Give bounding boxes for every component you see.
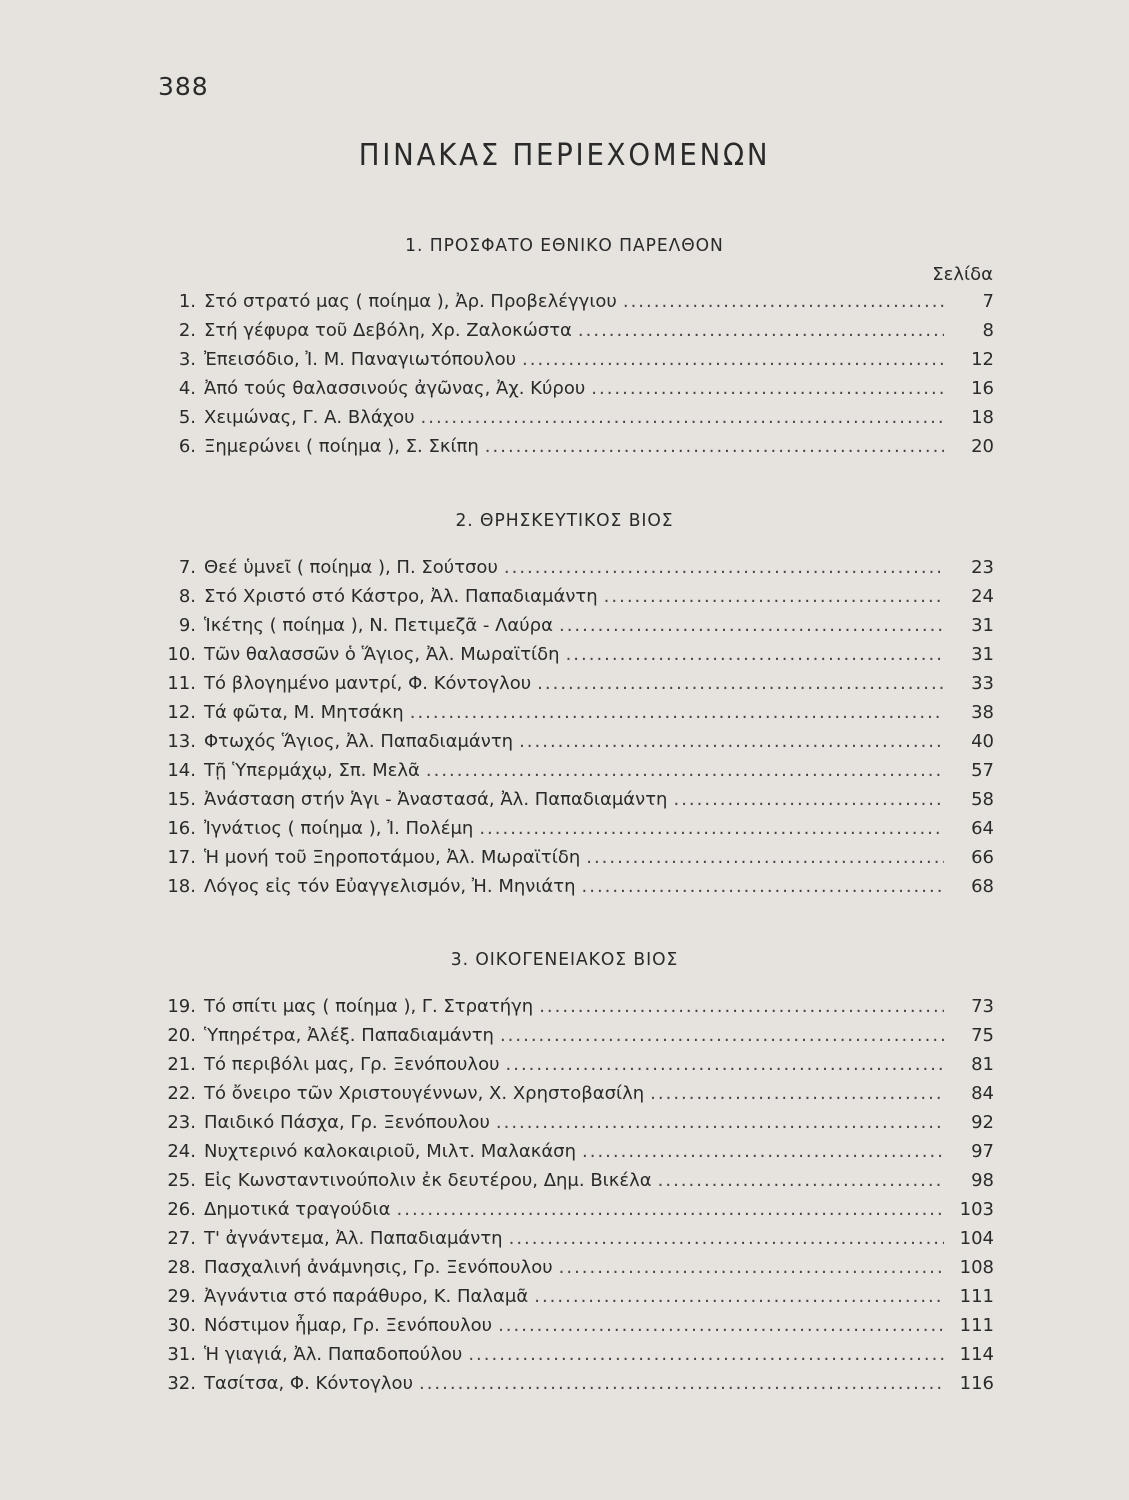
dot-leader xyxy=(559,1253,944,1282)
entry-number: 15. xyxy=(167,789,196,810)
toc-entry xyxy=(160,814,994,843)
section-heading-1: 1. ΠΡΟΣΦΑΤΟ ΕΘΝΙΚΟ ΠΑΡΕΛΘΟΝ xyxy=(405,235,724,256)
entry-title: Ἡ γιαγιά, Ἀλ. Παπαδοπούλου xyxy=(204,1344,463,1365)
dot-leader xyxy=(410,698,944,727)
dot-leader xyxy=(419,1369,944,1398)
toc-entry xyxy=(160,872,994,901)
dot-leader xyxy=(397,1195,945,1224)
dot-leader xyxy=(537,669,944,698)
entry-number: 30. xyxy=(167,1315,196,1336)
entry-title: Τά φῶτα, Μ. Μητσάκη xyxy=(204,702,404,723)
entry-number: 12. xyxy=(167,702,196,723)
toc-entry xyxy=(160,1195,994,1224)
entry-number: 28. xyxy=(167,1257,196,1278)
entry-page: 12 xyxy=(971,349,994,370)
entry-page: 98 xyxy=(971,1170,994,1191)
entry-number: 2. xyxy=(178,320,196,341)
entry-number: 29. xyxy=(167,1286,196,1307)
toc-entry xyxy=(160,1021,994,1050)
dot-leader xyxy=(426,756,944,785)
toc-entry xyxy=(160,843,994,872)
entry-page: 104 xyxy=(959,1228,994,1249)
entry-title: Θεέ ὑμνεῖ ( ποίημα ), Π. Σούτσου xyxy=(204,557,498,578)
entry-page: 33 xyxy=(971,673,994,694)
dot-leader xyxy=(421,403,944,432)
toc-section-3 xyxy=(160,992,994,1398)
entry-title: Ἐπεισόδιο, Ἰ. Μ. Παναγιωτόπουλου xyxy=(204,349,517,370)
entry-number: 4. xyxy=(178,378,196,399)
toc-section-1 xyxy=(160,287,994,461)
entry-number: 20. xyxy=(167,1025,196,1046)
dot-leader xyxy=(566,640,944,669)
entry-page: 57 xyxy=(971,760,994,781)
entry-title: Στό στρατό μας ( ποίημα ), Ἀρ. Προβελέγγιου xyxy=(204,291,617,312)
entry-title: Εἰς Κωνσταντινούπολιν ἐκ δευτέρου, Δημ. Βικέλα xyxy=(204,1170,652,1191)
toc-entry xyxy=(160,669,994,698)
entry-page: 40 xyxy=(971,731,994,752)
dot-leader xyxy=(650,1079,944,1108)
dot-leader xyxy=(623,287,944,316)
toc-entry xyxy=(160,553,994,582)
entry-number: 1. xyxy=(178,291,196,312)
entry-number: 21. xyxy=(167,1054,196,1075)
entry-number: 10. xyxy=(167,644,196,665)
dot-leader xyxy=(496,1108,944,1137)
entry-page: 8 xyxy=(982,320,994,341)
entry-page: 20 xyxy=(971,436,994,457)
page-column-label: Σελίδα xyxy=(932,264,993,285)
entry-title: Λόγος εἰς τόν Εὐαγγελισμόν, Ἠ. Μηνιάτη xyxy=(204,876,576,897)
page-number: 388 xyxy=(158,72,209,101)
dot-leader xyxy=(539,992,944,1021)
toc-entry xyxy=(160,1108,994,1137)
entry-title: Ἡ μονή τοῦ Ξηροποτάμου, Ἀλ. Μωραϊτίδη xyxy=(204,847,581,868)
dot-leader xyxy=(559,611,944,640)
entry-number: 16. xyxy=(167,818,196,839)
toc-entry xyxy=(160,640,994,669)
entry-number: 26. xyxy=(167,1199,196,1220)
toc-entry xyxy=(160,345,994,374)
dot-leader xyxy=(468,1340,944,1369)
entry-number: 11. xyxy=(167,673,196,694)
entry-title: Φτωχός Ἅγιος, Ἀλ. Παπαδιαμάντη xyxy=(204,731,514,752)
entry-title: Νόστιμον ἦμαρ, Γρ. Ξενόπουλου xyxy=(204,1315,493,1336)
toc-entry xyxy=(160,1079,994,1108)
entry-number: 13. xyxy=(167,731,196,752)
toc-entry xyxy=(160,374,994,403)
dot-leader xyxy=(519,727,944,756)
toc-entry xyxy=(160,1340,994,1369)
section-heading-2: 2. ΘΡΗΣΚΕΥΤΙΚΟΣ ΒΙΟΣ xyxy=(455,510,674,531)
toc-entry xyxy=(160,611,994,640)
entry-title: Χειμώνας, Γ. Α. Βλάχου xyxy=(204,407,415,428)
toc-entry xyxy=(160,1369,994,1398)
dot-leader xyxy=(504,553,944,582)
entry-title: Ὑπηρέτρα, Ἀλέξ. Παπαδιαμάντη xyxy=(204,1025,494,1046)
entry-title: Τῇ Ὑπερμάχῳ, Σπ. Μελᾶ xyxy=(204,760,420,781)
toc-entry xyxy=(160,756,994,785)
entry-title: Τῶν θαλασσῶν ὁ Ἅγιος, Ἀλ. Μωραϊτίδη xyxy=(204,644,560,665)
entry-title: Ξημερώνει ( ποίημα ), Σ. Σκίπη xyxy=(204,436,479,457)
dot-leader xyxy=(582,1137,944,1166)
entry-page: 31 xyxy=(971,615,994,636)
dot-leader xyxy=(604,582,944,611)
toc-entry xyxy=(160,287,994,316)
entry-title: Τ' ἀγνάντεμα, Ἀλ. Παπαδιαμάντη xyxy=(204,1228,503,1249)
entry-number: 7. xyxy=(178,557,196,578)
toc-entry xyxy=(160,727,994,756)
dot-leader xyxy=(506,1050,944,1079)
entry-number: 14. xyxy=(167,760,196,781)
entry-number: 5. xyxy=(178,407,196,428)
entry-title: Ἰγνάτιος ( ποίημα ), Ἰ. Πολέμη xyxy=(204,818,474,839)
entry-page: 111 xyxy=(959,1315,994,1336)
entry-number: 25. xyxy=(167,1170,196,1191)
entry-page: 114 xyxy=(959,1344,994,1365)
entry-page: 58 xyxy=(971,789,994,810)
entry-page: 7 xyxy=(982,291,994,312)
entry-title: Πασχαλινή ἀνάμνησις, Γρ. Ξενόπουλου xyxy=(204,1257,553,1278)
entry-title: Ἱκέτης ( ποίημα ), Ν. Πετιμεζᾶ - Λαύρα xyxy=(204,615,553,636)
entry-title: Στή γέφυρα τοῦ Δεβόλη, Χρ. Ζαλοκώστα xyxy=(204,320,572,341)
toc-entry xyxy=(160,582,994,611)
entry-page: 18 xyxy=(971,407,994,428)
dot-leader xyxy=(522,345,944,374)
toc-entry xyxy=(160,1224,994,1253)
entry-number: 22. xyxy=(167,1083,196,1104)
page-title: ΠΙΝΑΚΑΣ ΠΕΡΙΕΧΟΜΕΝΩΝ xyxy=(358,138,771,173)
entry-title: Τό ὄνειρο τῶν Χριστουγέννων, Χ. Χρηστοβασίλη xyxy=(204,1083,645,1104)
entry-page: 38 xyxy=(971,702,994,723)
dot-leader xyxy=(500,1021,944,1050)
entry-title: Ἀγνάντια στό παράθυρο, Κ. Παλαμᾶ xyxy=(204,1286,529,1307)
entry-page: 92 xyxy=(971,1112,994,1133)
entry-number: 17. xyxy=(167,847,196,868)
dot-leader xyxy=(479,814,944,843)
toc-entry xyxy=(160,1282,994,1311)
dot-leader xyxy=(673,785,944,814)
entry-title: Ἀπό τούς θαλασσινούς ἀγῶνας, Ἀχ. Κύρου xyxy=(204,378,586,399)
toc-entry xyxy=(160,992,994,1021)
entry-page: 111 xyxy=(959,1286,994,1307)
entry-page: 64 xyxy=(971,818,994,839)
entry-page: 16 xyxy=(971,378,994,399)
toc-entry xyxy=(160,1137,994,1166)
entry-page: 23 xyxy=(971,557,994,578)
entry-number: 9. xyxy=(178,615,196,636)
entry-page: 108 xyxy=(959,1257,994,1278)
dot-leader xyxy=(509,1224,944,1253)
entry-page: 75 xyxy=(971,1025,994,1046)
dot-leader xyxy=(658,1166,944,1195)
toc-entry xyxy=(160,698,994,727)
dot-leader xyxy=(591,374,944,403)
toc-entry xyxy=(160,1311,994,1340)
toc-entry xyxy=(160,432,994,461)
entry-title: Στό Χριστό στό Κάστρο, Ἀλ. Παπαδιαμάντη xyxy=(204,586,598,607)
entry-page: 68 xyxy=(971,876,994,897)
entry-page: 24 xyxy=(971,586,994,607)
entry-title: Παιδικό Πάσχα, Γρ. Ξενόπουλου xyxy=(204,1112,490,1133)
entry-number: 23. xyxy=(167,1112,196,1133)
entry-title: Τό περιβόλι μας, Γρ. Ξενόπουλου xyxy=(204,1054,500,1075)
toc-entry xyxy=(160,785,994,814)
entry-page: 116 xyxy=(959,1373,994,1394)
section-heading-3: 3. ΟΙΚΟΓΕΝΕΙΑΚΟΣ ΒΙΟΣ xyxy=(450,949,679,970)
entry-page: 103 xyxy=(959,1199,994,1220)
entry-title: Δημοτικά τραγούδια xyxy=(204,1199,391,1220)
entry-number: 3. xyxy=(178,349,196,370)
dot-leader xyxy=(586,843,944,872)
dot-leader xyxy=(485,432,944,461)
toc-entry xyxy=(160,1050,994,1079)
toc-entry xyxy=(160,316,994,345)
entry-number: 6. xyxy=(178,436,196,457)
toc-section-2 xyxy=(160,553,994,901)
entry-number: 27. xyxy=(167,1228,196,1249)
entry-number: 31. xyxy=(167,1344,196,1365)
entry-page: 66 xyxy=(971,847,994,868)
dot-leader xyxy=(578,316,944,345)
entry-page: 73 xyxy=(971,996,994,1017)
entry-title: Τό σπίτι μας ( ποίημα ), Γ. Στρατήγη xyxy=(204,996,534,1017)
toc-entry xyxy=(160,1253,994,1282)
entry-title: Νυχτερινό καλοκαιριοῦ, Μιλτ. Μαλακάση xyxy=(204,1141,576,1162)
entry-page: 84 xyxy=(971,1083,994,1104)
toc-entry xyxy=(160,1166,994,1195)
entry-title: Ἀνάσταση στήν Ἁγι - Ἀναστασά, Ἀλ. Παπαδιαμάντη xyxy=(204,789,668,810)
entry-number: 8. xyxy=(178,586,196,607)
entry-number: 24. xyxy=(167,1141,196,1162)
entry-title: Τό βλογημένο μαντρί, Φ. Κόντογλου xyxy=(204,673,532,694)
entry-number: 32. xyxy=(167,1373,196,1394)
entry-page: 97 xyxy=(971,1141,994,1162)
entry-number: 19. xyxy=(167,996,196,1017)
entry-title: Τασίτσα, Φ. Κόντογλου xyxy=(204,1373,413,1394)
entry-page: 31 xyxy=(971,644,994,665)
toc-entry xyxy=(160,403,994,432)
entry-page: 81 xyxy=(971,1054,994,1075)
dot-leader xyxy=(582,872,944,901)
entry-number: 18. xyxy=(167,876,196,897)
dot-leader xyxy=(498,1311,944,1340)
dot-leader xyxy=(534,1282,944,1311)
